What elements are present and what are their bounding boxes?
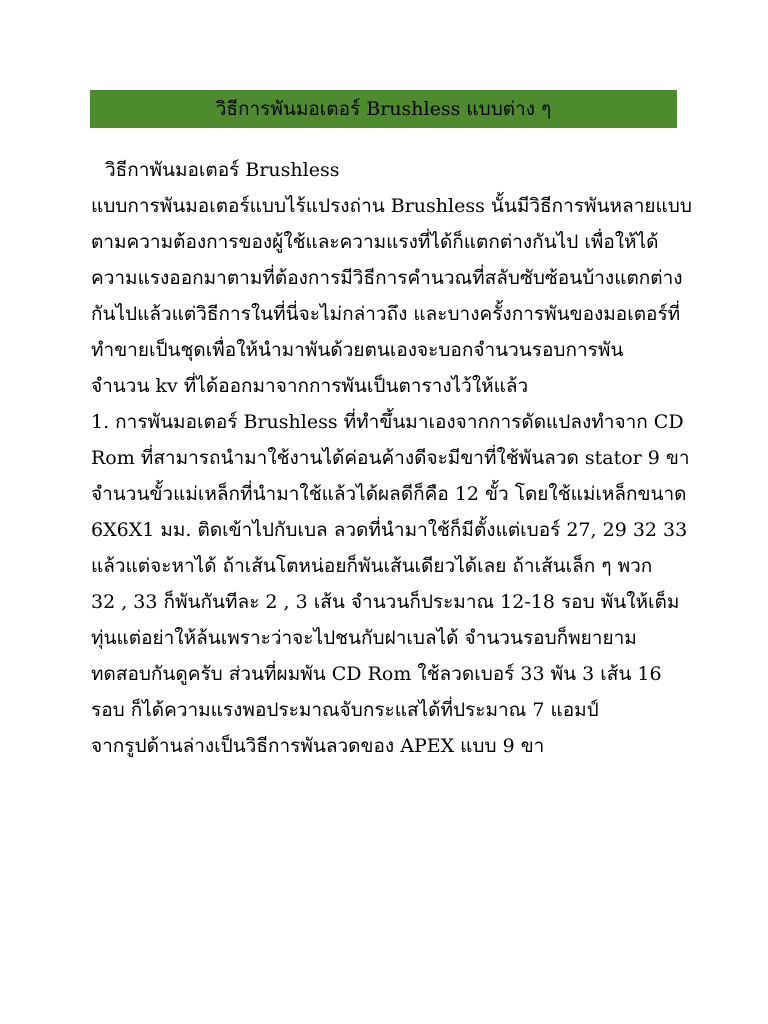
title-banner	[90, 90, 677, 128]
list-item-line: 1. การพันมอเตอร์ Brushless ที่ทำขึ้นมาเองจากการดัดแปลงทำจาก CD	[91, 411, 684, 433]
page-title: วิธีการพันมอเตอร์ Brushless แบบต่าง ๆ	[215, 98, 552, 120]
paragraph-line: กันไปแล้วแต่วิธีการในที่นี่จะไม่กล่าวถึง และบางครั้งการพันของมอเตอร์ที่	[91, 303, 681, 325]
article-body	[91, 152, 691, 764]
paragraph-line: ทุ่นแต่อย่าให้ล้นเพราะว่าจะไปชนกับฝาเบลได้ จำนวนรอบก็พยายาม	[91, 627, 637, 649]
paragraph-line: รอบ ก็ได้ความแรงพอประมาณจับกระแสได้ที่ประมาณ 7 แอมป์	[91, 699, 599, 721]
paragraph-line: Rom ที่สามารถนำมาใช้งานได้ค่อนค้างดีจะมีขาที่ใช้พันลวด stator 9 ขา	[91, 447, 690, 469]
paragraph-line: แบบการพันมอเตอร์แบบไร้แปรงถ่าน Brushless นั้นมีวิธีการพันหลายแบบ	[91, 195, 692, 217]
paragraph-line: ความแรงออกมาตามที่ต้องการมีวิธีการคำนวณที่สลับซับซ้อนบ้างแตกต่าง	[91, 267, 683, 289]
paragraph-line: ตามความต้องการของผู้ใช้และความแรงที่ได้ก็แตกต่างกันไป เพื่อให้ได้	[91, 231, 659, 253]
paragraph-line: จำนวน kv ที่ได้ออกมาจากการพันเป็นตารางไว้ให้แล้ว	[91, 375, 529, 397]
paragraph-line: 6X6X1 มม. ติดเข้าไปกับเบล ลวดที่นำมาใช้ก็มีตั้งแต่เบอร์ 27, 29 32 33	[91, 519, 688, 541]
paragraph-line: ทดสอบกันดูครับ ส่วนที่ผมพัน CD Rom ใช้ลวดเบอร์ 33 พัน 3 เส้น 16	[91, 663, 662, 685]
paragraph-line: จำนวนขั้วแม่เหล็กที่นำมาใช้แล้วได้ผลดีก็คือ 12 ขั้ว โดยใช้แม่เหล็กขนาด	[91, 483, 687, 505]
paragraph-line: แล้วแต่จะหาได้ ถ้าเส้นโตหน่อยก็พันเส้นเดียวได้เลย ถ้าเส้นเล็ก ๆ พวก	[91, 555, 653, 577]
paragraph-line: ทำขายเป็นชุดเพื่อให้นำมาพันด้วยตนเองจะบอกจำนวนรอบการพัน	[91, 339, 624, 361]
paragraph-line: 32 , 33 ก็พันกันทีละ 2 , 3 เส้น จำนวนก็ประมาณ 12-18 รอบ พันให้เต็ม	[91, 591, 680, 613]
paragraph-line: จากรูปด้านล่างเป็นวิธีการพันลวดของ APEX แบบ 9 ขา	[91, 735, 545, 757]
section-heading: วิธีกาพันมอเตอร์ Brushless	[105, 159, 340, 181]
